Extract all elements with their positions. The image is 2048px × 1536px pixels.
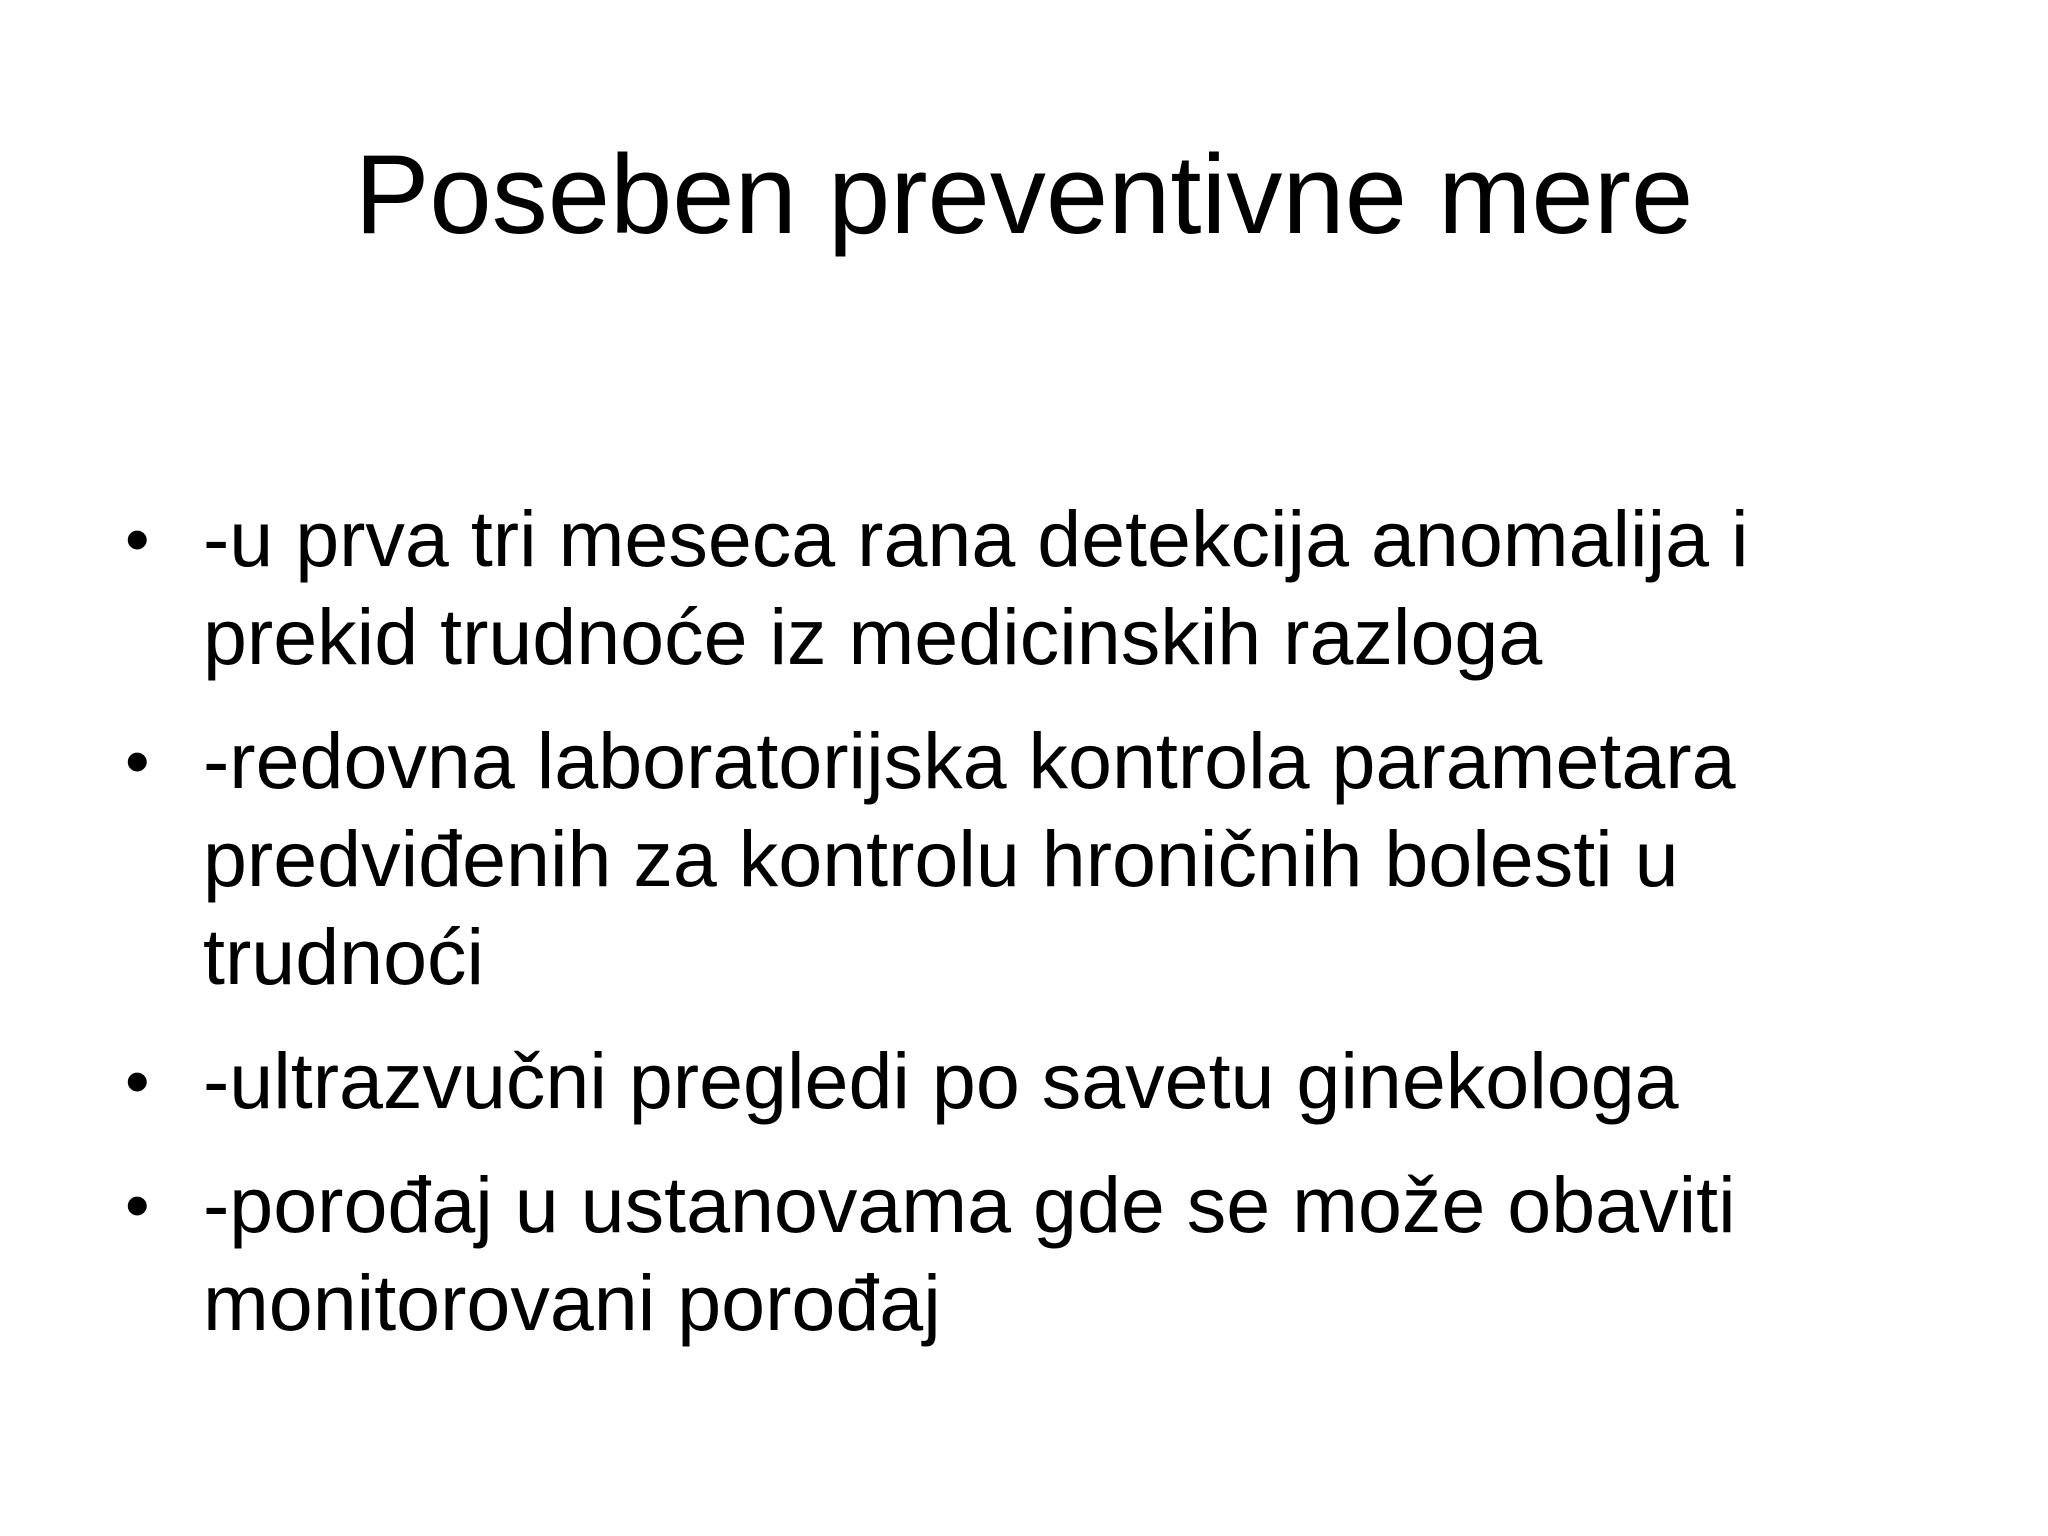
bullet-text: -redovna laboratorijska kontrola parametara predviđenih za kontrolu hroničnih bolesti u trudnoći — [203, 716, 1736, 1001]
bullet-item — [125, 1156, 1945, 1352]
bullet-text: -u prva tri meseca rana detekcija anomalija i prekid trudnoće iz medicinskih razloga — [203, 494, 1749, 681]
bullet-icon: • — [125, 1042, 150, 1120]
bullet-item — [125, 1032, 1945, 1130]
bullet-item — [125, 712, 1945, 1006]
bullet-text: -ultrazvučni pregledi po savetu ginekologa — [203, 1036, 1679, 1125]
bullet-icon: • — [125, 1166, 150, 1244]
bullet-icon: • — [125, 500, 150, 578]
slide-title: Poseben preventivne mere — [354, 132, 1694, 257]
bullet-icon: • — [125, 722, 150, 800]
bullet-item — [125, 490, 1945, 686]
bullet-list — [125, 490, 1945, 1378]
bullet-text: -porođaj u ustanovama gde se može obaviti monitorovani porođaj — [203, 1160, 1736, 1347]
